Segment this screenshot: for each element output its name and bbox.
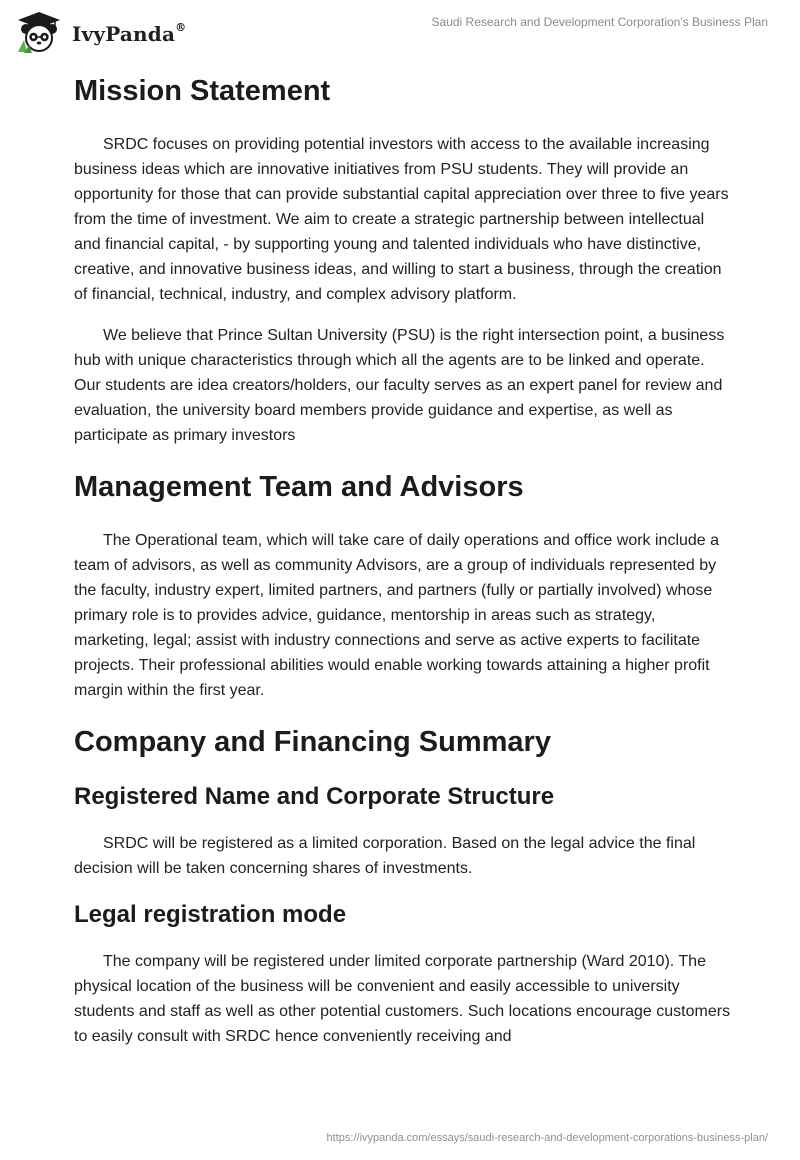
registered-mark: ® — [175, 21, 187, 35]
essay-content — [74, 66, 734, 1049]
heading-legal-registration: Legal registration mode — [74, 901, 347, 928]
registered-paragraph-1: SRDC will be registered as a limited corporation. Based on the legal advice the final decision will be taken concerning shares of investments. — [74, 835, 696, 877]
heading-management-team: Management Team and Advisors — [74, 471, 524, 503]
page-header — [0, 0, 800, 70]
management-paragraph-1: The Operational team, which will take care of daily operations and office work include a team of advisors, as well as community Advisors, are a group of individuals represented by the faculty, industry expert, limited partners, and partners (fully or partially involved) whose primary role is to provides advice, guidance, mentorship in areas such as strategy, marketing, legal; assist with industry connections and serve as active experts to facilitate projects. Their professional abilities would enable working towards attaining a higher profit margin within the first year. — [74, 532, 720, 699]
ivypanda-logo[interactable] — [14, 10, 186, 54]
document-title: Saudi Research and Development Corporation's Business Plan — [431, 15, 768, 29]
legal-paragraph-1: The company will be registered under limited corporate partnership (Ward 2010). The physical location of the business will be convenient and easily accessible to university students and staff as well as other potential customers. Such locations encourage customers to easily consult with SRDC hence conveniently receiving and — [74, 953, 731, 1045]
brand-name — [72, 22, 186, 46]
heading-company-financing: Company and Financing Summary — [74, 726, 551, 758]
brand-name-text: IvyPanda — [72, 22, 176, 46]
heading-registered-name: Registered Name and Corporate Structure — [74, 783, 555, 810]
heading-mission-statement: Mission Statement — [74, 75, 331, 107]
mission-paragraph-1: SRDC focuses on providing potential investors with access to the available increasing business ideas which are innovative initiatives from PSU students. They will provide an opportunity for those that can provide substantial capital appreciation over three to five years from the time of investment. We aim to create a strategic partnership between intellectual and financial capital, - by supporting young and talented individuals who have distinctive, creative, and innovative business ideas, and willing to start a business, through the creation of financial, technical, industry, and complex advisory platform. — [74, 136, 729, 303]
mission-paragraph-2: We believe that Prince Sultan University (PSU) is the right intersection point, a business hub with unique characteristics through which all the agents are to be linked and operate. Our students are idea creators/holders, our faculty serves as an expert panel for review and evaluation, the university board members provide guidance and expertise, as well as participate as primary investors — [74, 327, 725, 444]
source-url[interactable]: https://ivypanda.com/essays/saudi-research-and-development-corporations-business-plan/ — [326, 1132, 768, 1144]
panda-logo-icon — [14, 10, 64, 54]
